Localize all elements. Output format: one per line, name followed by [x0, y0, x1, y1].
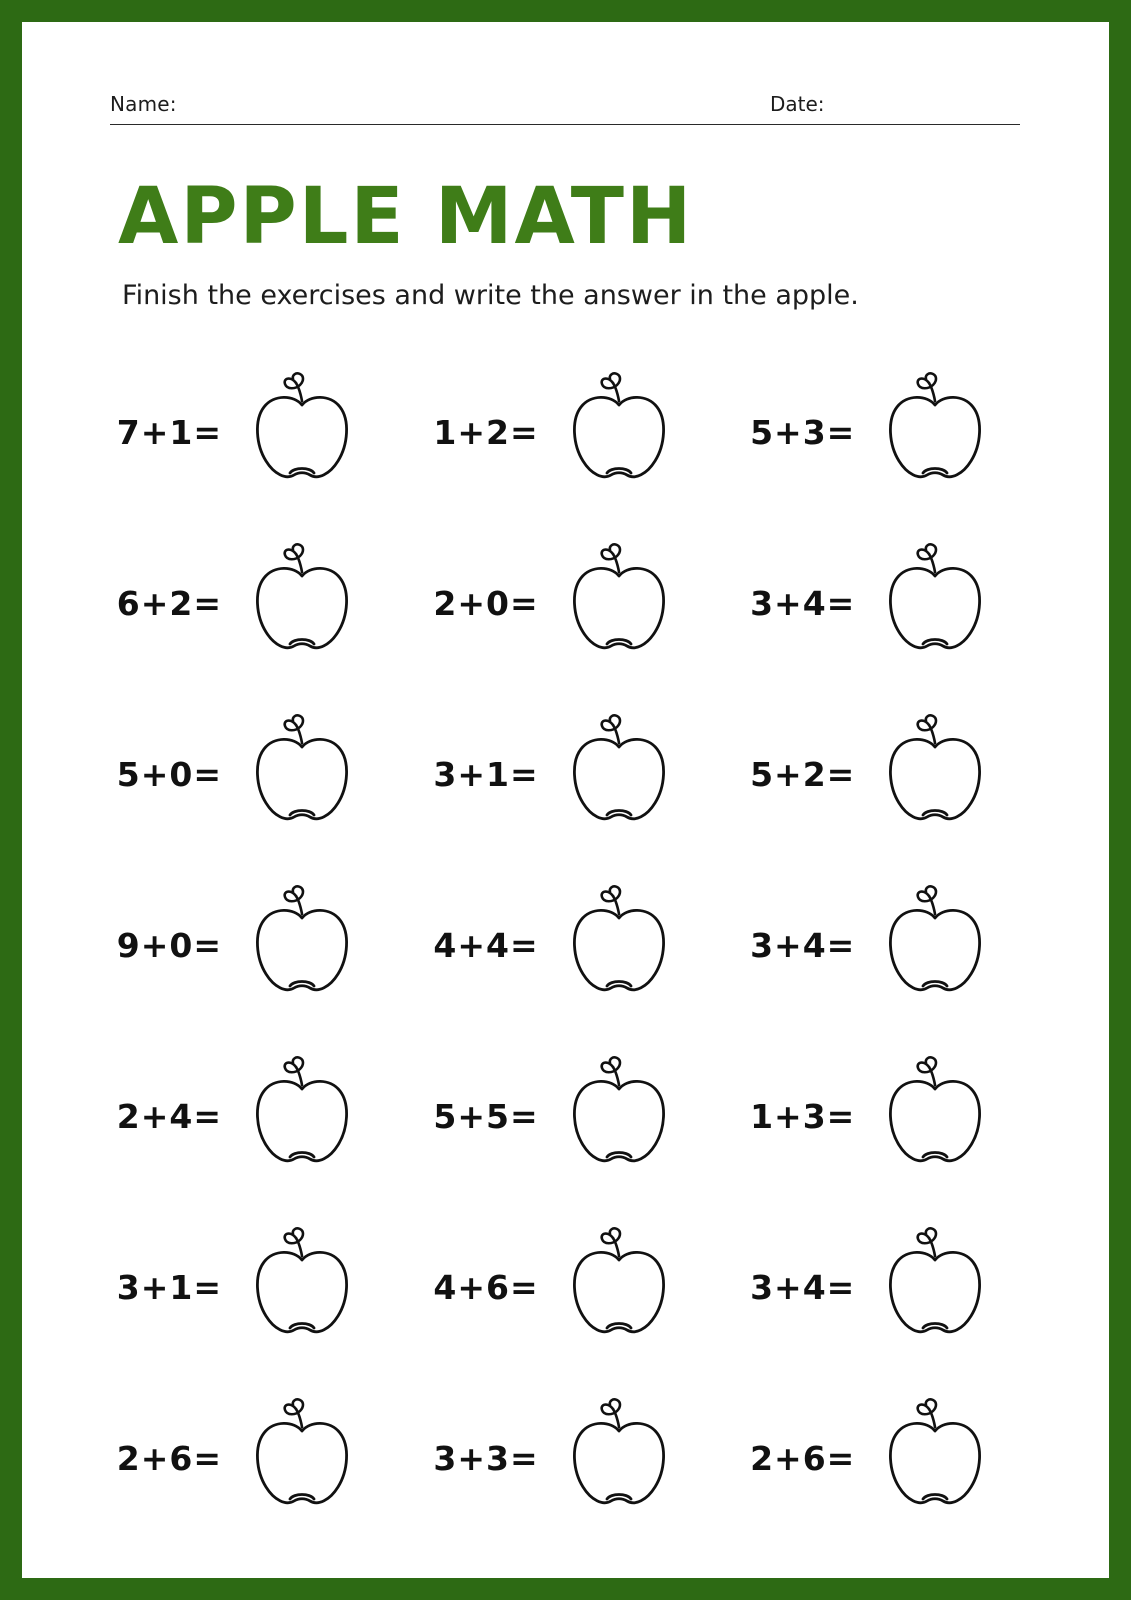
- problem-expression: 5+2=: [750, 755, 856, 794]
- problem-expression: 7+1=: [116, 413, 222, 452]
- apple-answer-icon[interactable]: [869, 1051, 1001, 1183]
- problem-cell: [733, 1202, 1050, 1373]
- problem-cell: [417, 518, 734, 689]
- problem-expression: 3+4=: [750, 584, 856, 623]
- problem-cell: [100, 347, 417, 518]
- problem-expression: 5+3=: [750, 413, 856, 452]
- problem-cell: [417, 347, 734, 518]
- apple-answer-icon[interactable]: [553, 1222, 685, 1354]
- page-title: APPLE MATH: [118, 172, 694, 262]
- problem-expression: 4+6=: [433, 1268, 539, 1307]
- problem-cell: [100, 1031, 417, 1202]
- problem-cell: [417, 1031, 734, 1202]
- problem-cell: [733, 1373, 1050, 1544]
- problem-cell: [733, 860, 1050, 1031]
- apple-answer-icon[interactable]: [869, 880, 1001, 1012]
- problem-cell: [417, 1373, 734, 1544]
- problem-cell: [100, 518, 417, 689]
- apple-answer-icon[interactable]: [236, 1393, 368, 1525]
- problem-expression: 1+3=: [750, 1097, 856, 1136]
- problem-cell: [733, 518, 1050, 689]
- apple-answer-icon[interactable]: [553, 367, 685, 499]
- apple-answer-icon[interactable]: [553, 880, 685, 1012]
- apple-answer-icon[interactable]: [869, 709, 1001, 841]
- apple-answer-icon[interactable]: [869, 1222, 1001, 1354]
- apple-answer-icon[interactable]: [869, 538, 1001, 670]
- problem-cell: [733, 1031, 1050, 1202]
- name-label: Name:: [110, 92, 177, 116]
- problem-expression: 6+2=: [116, 584, 222, 623]
- apple-answer-icon[interactable]: [553, 538, 685, 670]
- problem-cell: [733, 689, 1050, 860]
- problem-expression: 5+5=: [433, 1097, 539, 1136]
- problem-cell: [417, 689, 734, 860]
- apple-answer-icon[interactable]: [553, 1051, 685, 1183]
- apple-answer-icon[interactable]: [236, 880, 368, 1012]
- problem-cell: [100, 860, 417, 1031]
- problems-grid: [100, 347, 1050, 1544]
- apple-answer-icon[interactable]: [236, 1222, 368, 1354]
- problem-cell: [733, 347, 1050, 518]
- apple-answer-icon[interactable]: [236, 709, 368, 841]
- date-label: Date:: [770, 92, 825, 116]
- problem-cell: [100, 1373, 417, 1544]
- apple-answer-icon[interactable]: [236, 367, 368, 499]
- problem-expression: 3+1=: [116, 1268, 222, 1307]
- problem-expression: 2+4=: [116, 1097, 222, 1136]
- instructions-text: Finish the exercises and write the answer in the apple.: [122, 280, 859, 311]
- problem-expression: 9+0=: [116, 926, 222, 965]
- problem-expression: 4+4=: [433, 926, 539, 965]
- apple-answer-icon[interactable]: [553, 709, 685, 841]
- problem-expression: 3+4=: [750, 926, 856, 965]
- problem-cell: [417, 860, 734, 1031]
- apple-answer-icon[interactable]: [236, 1051, 368, 1183]
- problem-expression: 2+6=: [750, 1439, 856, 1478]
- problem-expression: 3+4=: [750, 1268, 856, 1307]
- problem-expression: 2+6=: [116, 1439, 222, 1478]
- apple-answer-icon[interactable]: [553, 1393, 685, 1525]
- problem-expression: 3+3=: [433, 1439, 539, 1478]
- problem-expression: 5+0=: [116, 755, 222, 794]
- problem-expression: 2+0=: [433, 584, 539, 623]
- problem-expression: 3+1=: [433, 755, 539, 794]
- worksheet-page: [22, 22, 1109, 1578]
- apple-answer-icon[interactable]: [869, 367, 1001, 499]
- problem-expression: 1+2=: [433, 413, 539, 452]
- student-info-row: [110, 92, 1020, 125]
- problem-cell: [100, 689, 417, 860]
- apple-answer-icon[interactable]: [236, 538, 368, 670]
- apple-answer-icon[interactable]: [869, 1393, 1001, 1525]
- problem-cell: [417, 1202, 734, 1373]
- problem-cell: [100, 1202, 417, 1373]
